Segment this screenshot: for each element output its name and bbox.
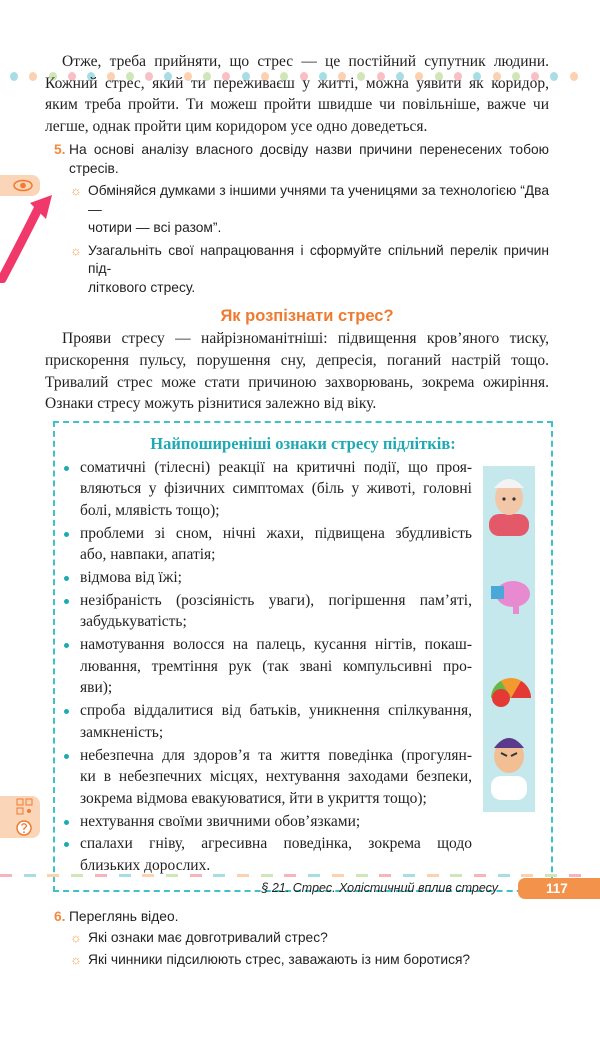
text-line: лювання, тремтіння рук (так звані компульсивні про- bbox=[80, 657, 472, 675]
task-number: 6. bbox=[54, 908, 66, 924]
text-line: Отже, треба прийняти, що стрес — це постійний супутник людини. bbox=[62, 53, 549, 70]
subtask-text: Обміняйся думками з іншими учнями та ученицями за технологією “Два — bbox=[88, 183, 549, 217]
list-item bbox=[64, 590, 472, 633]
text-line: близьких дорослих. bbox=[80, 856, 211, 874]
qr-code-icon bbox=[0, 796, 40, 838]
subtask-text: Які ознаки має довготривалий стрес? bbox=[88, 930, 328, 946]
text-line: або, навпаки, апатія; bbox=[80, 546, 216, 564]
list-item bbox=[64, 634, 472, 699]
stress-gauge-icon bbox=[491, 678, 531, 707]
dash bbox=[0, 874, 12, 877]
dash bbox=[166, 874, 178, 877]
dash bbox=[47, 874, 59, 877]
subtask-text: Які чинники підсилюють стрес, заважають із ним боротися? bbox=[88, 951, 471, 967]
page-number: 117 bbox=[518, 878, 600, 899]
text-line: зокрема відмова евакуюватися, йти в укриття тощо); bbox=[80, 789, 427, 807]
text-line: проблеми зі сном, нічні жахи, підвищена збудливість bbox=[80, 524, 472, 542]
angry-boy-icon bbox=[491, 738, 527, 800]
dash bbox=[95, 874, 107, 877]
list-item bbox=[64, 833, 472, 876]
text-line: незібраність (розсіяність уваги), погіршення пам’яті, bbox=[80, 591, 472, 609]
dash bbox=[569, 874, 581, 877]
subtask-text: Узагальніть свої напрацювання і сформуйте спільний перелік причин під- bbox=[88, 242, 549, 277]
dash bbox=[308, 874, 320, 877]
illustrations bbox=[483, 466, 535, 812]
text-line: Тривалий стрес може стати причиною захворювань, зокрема ожиріння. bbox=[45, 373, 549, 391]
list-item bbox=[64, 745, 472, 810]
list-item bbox=[64, 700, 472, 743]
text-line: Ознаки стресу можуть різнитися залежно від віку. bbox=[45, 395, 377, 413]
dash bbox=[71, 874, 83, 877]
sun-bullet-icon: ☼ bbox=[70, 242, 82, 258]
task-text: На основі аналізу власного досвіду назви причини перенесених тобою стресів. bbox=[69, 142, 549, 176]
brain-puzzle-icon bbox=[491, 581, 530, 614]
dash bbox=[213, 874, 225, 877]
task-5 bbox=[45, 141, 549, 297]
dot bbox=[10, 72, 18, 81]
list-item bbox=[64, 457, 472, 522]
dot bbox=[570, 72, 578, 81]
stress-signs-box bbox=[53, 421, 553, 892]
text-line: Кожний стрес, який ти переживаєш у житті, можна уявити як коридор, bbox=[45, 74, 549, 92]
section-heading: Як розпізнати стрес? bbox=[220, 307, 394, 326]
text-line: небезпечна для здоров’я та життя поведінка (прогулян- bbox=[80, 746, 472, 764]
stress-signs-list bbox=[64, 457, 472, 877]
task-6 bbox=[45, 908, 549, 970]
qr-badge bbox=[0, 796, 40, 838]
dash bbox=[474, 874, 486, 877]
text-line: прискорення пульсу, порушення сну, депресія, поганий настрій тощо. bbox=[45, 351, 549, 369]
list-item bbox=[64, 567, 472, 589]
text-line: болі, млявість тощо); bbox=[80, 501, 220, 519]
dash bbox=[403, 874, 415, 877]
subtask-text: літкового стресу. bbox=[88, 279, 196, 295]
dash bbox=[142, 874, 154, 877]
text-line: намотування волосся на палець, кусання нігтів, покаш- bbox=[80, 636, 472, 654]
dot bbox=[29, 72, 37, 81]
dash bbox=[261, 874, 273, 877]
intro-paragraph bbox=[45, 51, 549, 137]
illustration-icons bbox=[483, 466, 535, 812]
dash bbox=[521, 874, 533, 877]
text-line: спроба віддалитися від батьків, уникнення спілкування, bbox=[80, 702, 472, 720]
text-line: соматичні (тілесні) реакції на критичні події, що проя- bbox=[80, 458, 472, 476]
dash bbox=[498, 874, 510, 877]
dash bbox=[119, 874, 131, 877]
dash bbox=[332, 874, 344, 877]
footer-section-title: § 21. Стрес. Холістичний вплив стресу bbox=[261, 881, 498, 895]
text-line: вляються у фізичних симптомах (біль у животі, головні bbox=[80, 480, 472, 498]
box-title: Найпоширеніші ознаки стресу підлітків: bbox=[150, 433, 456, 453]
list-item bbox=[64, 811, 472, 833]
text-line: легше, однак пройти цим коридором усе одно доведеться. bbox=[45, 117, 428, 135]
text-line: спалахи гніву, агресивна поведінка, зокрема щодо bbox=[80, 835, 472, 853]
dash bbox=[427, 874, 439, 877]
dash bbox=[356, 874, 368, 877]
dashed-divider bbox=[0, 874, 600, 877]
dash bbox=[237, 874, 249, 877]
sick-girl-icon bbox=[489, 479, 529, 536]
text-line: яви); bbox=[80, 679, 113, 697]
text-line: ки в небезпечних місцях, нехтування заходами безпеки, bbox=[80, 768, 472, 786]
text-line: яким треба пройти. Ти можеш пройти швидше чи повільніше, важче чи bbox=[45, 96, 549, 114]
symptoms-paragraph bbox=[45, 328, 549, 414]
dash bbox=[379, 874, 391, 877]
subtask-text: чотири — всі разом”. bbox=[88, 220, 222, 236]
task-number: 5. bbox=[54, 142, 66, 158]
dash bbox=[545, 874, 557, 877]
sun-bullet-icon: ☼ bbox=[70, 930, 82, 946]
sun-bullet-icon: ☼ bbox=[70, 951, 82, 967]
text-line: Прояви стресу — найрізноманітніші: підвищення кров’яного тиску, bbox=[62, 330, 549, 348]
dot bbox=[550, 72, 558, 81]
text-line: замкненість; bbox=[80, 723, 164, 741]
dash bbox=[284, 874, 296, 877]
list-item bbox=[64, 523, 472, 566]
dash bbox=[450, 874, 462, 877]
text-line: нехтування своїми звичними обов’язками; bbox=[80, 812, 361, 830]
dash bbox=[190, 874, 202, 877]
task-text: Переглянь відео. bbox=[69, 908, 179, 924]
text-line: забудькуватість; bbox=[80, 613, 187, 631]
text-line: відмова від їжі; bbox=[80, 569, 182, 587]
sun-bullet-icon: ☼ bbox=[70, 183, 82, 199]
dash bbox=[24, 874, 36, 877]
